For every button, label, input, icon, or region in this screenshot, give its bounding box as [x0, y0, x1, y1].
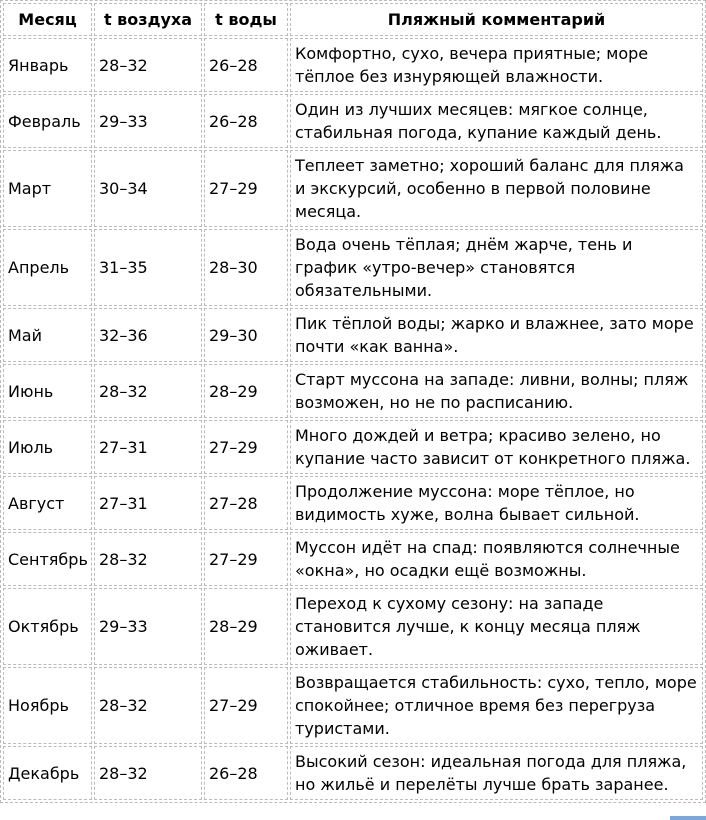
comment-cell: Переход к сухому сезону: на западе становится лучше, к концу месяца пляж оживает.: [290, 588, 703, 665]
air-temp-cell: 32–36: [94, 308, 202, 362]
header-row: [3, 3, 703, 36]
table-row: [3, 667, 703, 744]
water-temp-cell: 28–29: [204, 364, 288, 418]
comment-cell: Старт муссона на западе: ливни, волны; пляж возможен, но не по расписанию.: [290, 364, 703, 418]
month-cell: Июль: [3, 420, 92, 474]
table-row: [3, 420, 703, 474]
water-temp-cell: 26–28: [204, 94, 288, 148]
table-row: [3, 94, 703, 148]
comment-cell: Высокий сезон: идеальная погода для пляжа, но жильё и перелёты лучше брать заранее.: [290, 746, 703, 800]
month-cell: Октябрь: [3, 588, 92, 665]
comment-cell: Теплеет заметно; хороший баланс для пляжа и экскурсий, особенно в первой половине месяца.: [290, 150, 703, 227]
air-temp-cell: 27–31: [94, 420, 202, 474]
header-air-temp: t воздуха: [94, 3, 202, 36]
month-cell: Июнь: [3, 364, 92, 418]
water-temp-cell: 27–29: [204, 150, 288, 227]
header-comment: Пляжный комментарий: [290, 3, 703, 36]
scrollbar-fragment: [670, 816, 706, 820]
water-temp-cell: 27–29: [204, 532, 288, 586]
table-row: [3, 229, 703, 306]
table-row: [3, 588, 703, 665]
table-row: [3, 38, 703, 92]
month-cell: Апрель: [3, 229, 92, 306]
water-temp-cell: 28–29: [204, 588, 288, 665]
water-temp-cell: 27–29: [204, 420, 288, 474]
air-temp-cell: 29–33: [94, 94, 202, 148]
comment-cell: Комфортно, сухо, вечера приятные; море тёплое без изнуряющей влажности.: [290, 38, 703, 92]
comment-cell: Продолжение муссона: море тёплое, но видимость хуже, волна бывает сильной.: [290, 476, 703, 530]
air-temp-cell: 31–35: [94, 229, 202, 306]
water-temp-cell: 29–30: [204, 308, 288, 362]
water-temp-cell: 26–28: [204, 38, 288, 92]
air-temp-cell: 28–32: [94, 532, 202, 586]
comment-cell: Пик тёплой воды; жарко и влажнее, зато море почти «как ванна».: [290, 308, 703, 362]
month-cell: Август: [3, 476, 92, 530]
comment-cell: Один из лучших месяцев: мягкое солнце, стабильная погода, купание каждый день.: [290, 94, 703, 148]
water-temp-cell: 26–28: [204, 746, 288, 800]
air-temp-cell: 29–33: [94, 588, 202, 665]
month-cell: Май: [3, 308, 92, 362]
air-temp-cell: 30–34: [94, 150, 202, 227]
month-cell: Февраль: [3, 94, 92, 148]
air-temp-cell: 28–32: [94, 364, 202, 418]
month-cell: Январь: [3, 38, 92, 92]
month-cell: Декабрь: [3, 746, 92, 800]
table-row: [3, 532, 703, 586]
water-temp-cell: 27–29: [204, 667, 288, 744]
table-row: [3, 746, 703, 800]
month-cell: Март: [3, 150, 92, 227]
table-row: [3, 364, 703, 418]
comment-cell: Возвращается стабильность: сухо, тепло, море спокойнее; отличное время без перегруза туристами.: [290, 667, 703, 744]
water-temp-cell: 28–30: [204, 229, 288, 306]
table-row: [3, 150, 703, 227]
water-temp-cell: 27–28: [204, 476, 288, 530]
air-temp-cell: 28–32: [94, 38, 202, 92]
air-temp-cell: 27–31: [94, 476, 202, 530]
month-cell: Сентябрь: [3, 532, 92, 586]
month-cell: Ноябрь: [3, 667, 92, 744]
header-water-temp: t воды: [204, 3, 288, 36]
comment-cell: Вода очень тёплая; днём жарче, тень и график «утро-вечер» становятся обязательными.: [290, 229, 703, 306]
comment-cell: Много дождей и ветра; красиво зелено, но купание часто зависит от конкретного пляжа.: [290, 420, 703, 474]
header-month: Месяц: [3, 3, 92, 36]
comment-cell: Муссон идёт на спад: появляются солнечные «окна», но осадки ещё возможны.: [290, 532, 703, 586]
air-temp-cell: 28–32: [94, 746, 202, 800]
table-row: [3, 308, 703, 362]
table-row: [3, 476, 703, 530]
air-temp-cell: 28–32: [94, 667, 202, 744]
